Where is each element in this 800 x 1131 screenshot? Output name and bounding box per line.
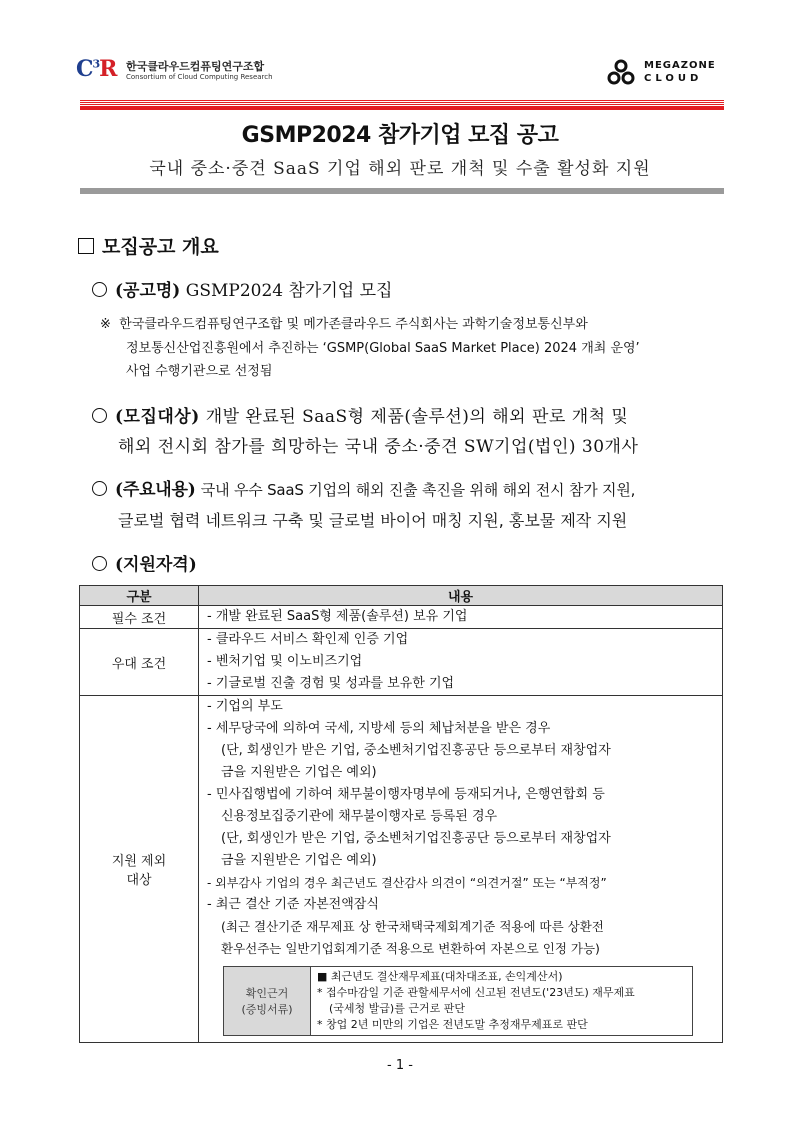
content-line: (최근 결산기준 재무제표 상 한국채택국제회계기준 적용에 따른 상환전 [221, 919, 604, 934]
category-line: 지원 제외 [111, 854, 167, 869]
item-text: 국내 우수 SaaS 기업의 해외 진출 촉진을 위해 해외 전시 참가 지원, [200, 481, 636, 499]
item-text: 개발 완료된 SaaS형 제품(솔루션)의 해외 판로 개척 및 [205, 407, 629, 427]
item-label: (지원자격) [115, 555, 197, 575]
evidence-line: ■ 최근년도 결산재무제표(대차대조표, 손익계산서) [317, 970, 563, 983]
megazone-text: MEGAZONE [644, 60, 716, 71]
evidence-line: * 접수마감일 기준 관할세무서에 신고된 전년도('23년도) 재무제표 [317, 986, 635, 999]
circle-bullet-icon [92, 282, 107, 297]
category-line: 대상 [126, 873, 152, 888]
evidence-text [311, 967, 641, 1035]
item-text: GSMP2024 참가기업 모집 [185, 281, 393, 301]
content-line: - 외부감사 기업의 경우 최근년도 결산감사 의견이 “의견거절” 또는 “부적정” [207, 876, 607, 890]
table-row [80, 606, 723, 629]
table-row [80, 696, 723, 1043]
content-line: - 세무당국에 의하여 국세, 지방세 등의 체납처분을 받은 경우 [207, 721, 551, 736]
content-line: (단, 회생인가 받은 기업, 중소벤처기업진흥공단 등으로부터 재창업자 [221, 831, 611, 846]
title-divider [80, 188, 724, 194]
note-line: ※ 한국클라우드컴퓨팅연구조합 및 메가존클라우드 주식회사는 과학기술정보통신부와 [100, 317, 588, 332]
content-line: - 기업의 부도 [207, 699, 283, 714]
c3r-org-name: 한국클라우드컴퓨팅연구조합 [126, 60, 265, 73]
section-heading-text: 모집공고 개요 [102, 236, 219, 258]
page-number: - 1 - [387, 1058, 413, 1073]
header-red-bar [80, 106, 724, 110]
item-label: (공고명) [115, 281, 181, 301]
item-recruitment-target [92, 402, 628, 427]
note-line: 사업 수행기관으로 선정됨 [126, 364, 273, 379]
content-line: 신용정보집중기관에 채무불이행자로 등록된 경우 [221, 809, 498, 824]
circle-bullet-icon [92, 556, 107, 571]
page-subtitle: 국내 중소·중견 SaaS 기업 해외 판로 개척 및 수출 활성화 지원 [149, 159, 651, 179]
item-eligibility [92, 550, 197, 575]
megazone-mark-icon [606, 58, 636, 86]
content-line: 금을 지원받은 기업은 예외) [221, 853, 377, 868]
item-main-content [92, 475, 635, 500]
content-line: 환우선주는 일반기업회계기준 적용으로 변환하여 자본으로 인정 가능) [221, 941, 600, 956]
content-cell [199, 696, 723, 1043]
note-line: 정보통신산업진흥원에서 추진하는 ‘GSMP(Global SaaS Market Place) 2024 개최 운영’ [126, 341, 640, 356]
category-cell [80, 696, 199, 1043]
page-title: GSMP2024 참가기업 모집 공고 [241, 123, 559, 148]
content-line: - 개발 완료된 SaaS형 제품(솔루션) 보유 기업 [207, 609, 468, 624]
content-cell [199, 629, 723, 696]
evidence-line: (국세청 발급)를 근거로 판단 [329, 1002, 465, 1015]
category-cell: 필수 조건 [80, 606, 199, 629]
circle-bullet-icon [92, 408, 107, 423]
item-announcement-name [92, 276, 392, 301]
c3r-logo-mark: $C^3R$ [76, 56, 117, 82]
c3r-org-name-en: Consortium of Cloud Computing Research [126, 73, 273, 81]
cloud-text: CLOUD [644, 73, 703, 84]
eligibility-table [79, 585, 723, 1043]
content-cell [199, 606, 723, 629]
evidence-line: * 창업 2년 미만의 기업은 전년도말 추정재무제표로 판단 [317, 1018, 588, 1031]
evidence-box [223, 966, 693, 1036]
table-header-row [80, 586, 723, 606]
content-line: - 최근 결산 기준 자본전액잠식 [207, 897, 379, 912]
checkbox-square-icon [78, 238, 94, 254]
item-text-continued: 글로벌 협력 네트워크 구축 및 글로벌 바이어 매칭 지원, 홍보물 제작 지원 [118, 511, 628, 530]
table-row [80, 629, 723, 696]
content-line: - 기글로벌 진출 경험 및 성과를 보유한 기업 [207, 676, 455, 691]
item-label: (모집대상) [115, 407, 200, 427]
content-line: 금을 지원받은 기업은 예외) [221, 765, 377, 780]
category-cell: 우대 조건 [80, 629, 199, 696]
note-mark: ※ [100, 317, 111, 332]
section-heading [78, 232, 219, 259]
item-label: (주요내용) [115, 480, 196, 500]
content-line: - 민사집행법에 기하여 채무불이행자명부에 등재되거나, 은행연합회 등 [207, 787, 605, 802]
content-line: - 벤처기업 및 이노비즈기업 [207, 654, 363, 669]
c3r-logo [76, 56, 276, 86]
evidence-label: 확인근거 (증빙서류) [224, 967, 311, 1035]
table-header: 내용 [199, 586, 723, 606]
table-header: 구분 [80, 586, 199, 606]
content-line: - 클라우드 서비스 확인제 인증 기업 [207, 632, 409, 647]
circle-bullet-icon [92, 481, 107, 496]
item-text-continued: 해외 전시회 참가를 희망하는 국내 중소·중견 SW기업(법인) 30개사 [118, 437, 639, 457]
megazone-cloud-logo [606, 56, 726, 90]
content-line: (단, 회생인가 받은 기업, 중소벤처기업진흥공단 등으로부터 재창업자 [221, 743, 611, 758]
